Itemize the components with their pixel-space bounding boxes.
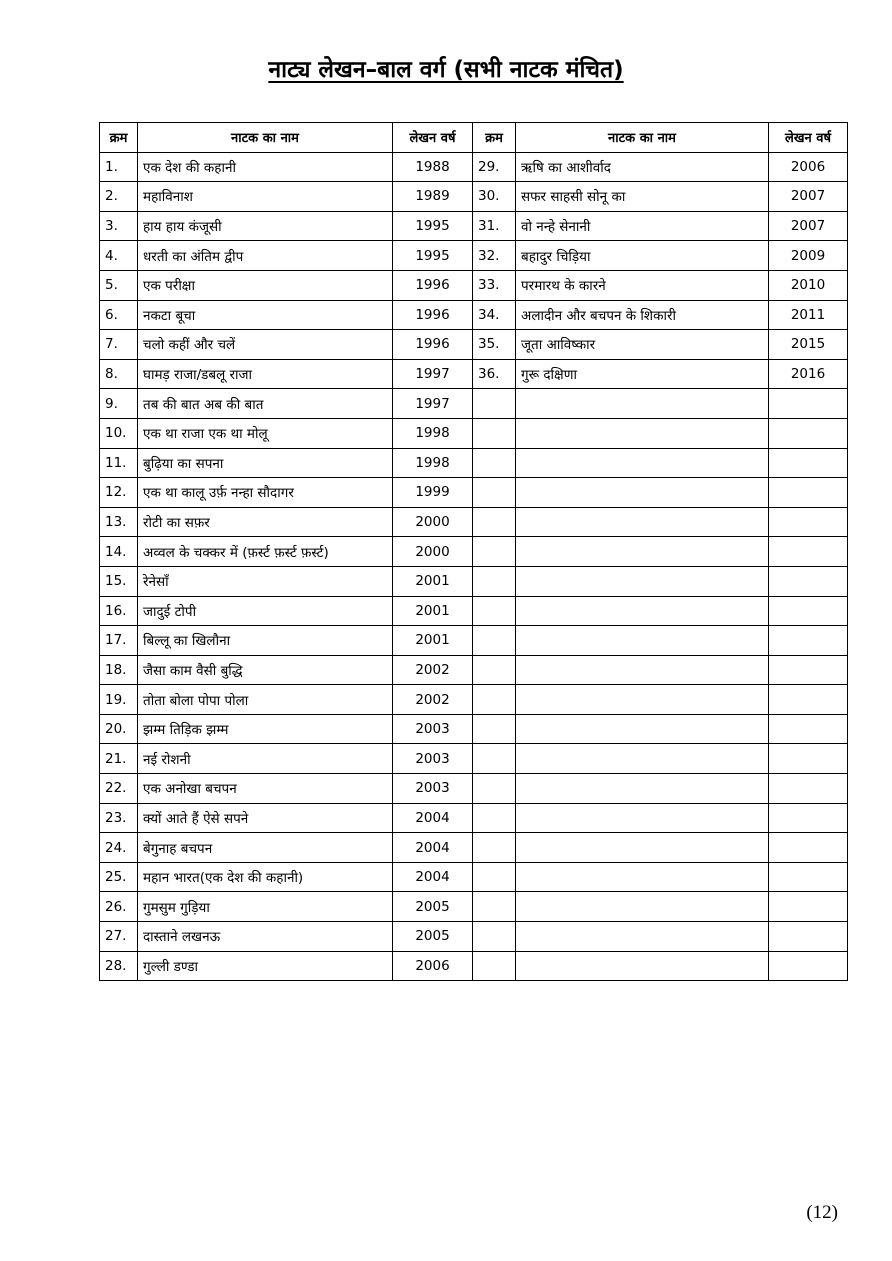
cell-name: अलादीन और बचपन के शिकारी xyxy=(516,300,769,330)
header-sno: क्रम xyxy=(473,123,516,153)
table-row xyxy=(100,300,848,330)
cell-sno: 16. xyxy=(100,596,138,626)
cell-name: चलो कहीं और चलें xyxy=(138,330,393,360)
cell-name xyxy=(516,418,769,448)
cell-sno xyxy=(473,862,516,892)
cell-sno xyxy=(473,951,516,981)
cell-year: 1989 xyxy=(393,182,473,212)
cell-sno: 1. xyxy=(100,152,138,182)
header-name: नाटक का नाम xyxy=(138,123,393,153)
cell-name: रेनेसॉं xyxy=(138,566,393,596)
cell-year: 1995 xyxy=(393,211,473,241)
cell-name xyxy=(516,566,769,596)
cell-name: गुरू दक्षिणा xyxy=(516,359,769,389)
cell-name xyxy=(516,685,769,715)
cell-sno: 35. xyxy=(473,330,516,360)
cell-name xyxy=(516,862,769,892)
cell-year: 2010 xyxy=(769,270,848,300)
page-number: (12) xyxy=(806,1202,838,1223)
cell-sno: 7. xyxy=(100,330,138,360)
cell-name xyxy=(516,507,769,537)
cell-year: 2005 xyxy=(393,892,473,922)
cell-name: क्यों आते हैं ऐसे सपने xyxy=(138,803,393,833)
cell-name xyxy=(516,922,769,952)
table-row xyxy=(100,803,848,833)
cell-sno: 26. xyxy=(100,892,138,922)
cell-name xyxy=(516,478,769,508)
cell-name: बुढ़िया का सपना xyxy=(138,448,393,478)
table-row xyxy=(100,241,848,271)
cell-year xyxy=(769,833,848,863)
page-title: नाट्य लेखन–बाल वर्ग (सभी नाटक मंचित) xyxy=(268,57,624,83)
cell-name xyxy=(516,626,769,656)
cell-name: एक परीक्षा xyxy=(138,270,393,300)
cell-name: जूता आविष्कार xyxy=(516,330,769,360)
cell-year xyxy=(769,626,848,656)
cell-year: 1988 xyxy=(393,152,473,182)
cell-sno xyxy=(473,744,516,774)
cell-name: हाय हाय कंजूसी xyxy=(138,211,393,241)
cell-year: 2001 xyxy=(393,566,473,596)
cell-year: 1996 xyxy=(393,330,473,360)
cell-sno: 4. xyxy=(100,241,138,271)
cell-name xyxy=(516,833,769,863)
cell-sno: 8. xyxy=(100,359,138,389)
cell-name: ऋषि का आशीर्वाद xyxy=(516,152,769,182)
table-row xyxy=(100,152,848,182)
cell-year: 2002 xyxy=(393,685,473,715)
cell-year xyxy=(769,448,848,478)
table-row xyxy=(100,270,848,300)
cell-name xyxy=(516,537,769,567)
cell-name: सफर साहसी सोनू का xyxy=(516,182,769,212)
cell-name: एक अनोखा बचपन xyxy=(138,774,393,804)
cell-sno: 18. xyxy=(100,655,138,685)
cell-year: 2003 xyxy=(393,744,473,774)
cell-year: 1997 xyxy=(393,389,473,419)
cell-year: 2016 xyxy=(769,359,848,389)
cell-year xyxy=(769,478,848,508)
cell-year: 2004 xyxy=(393,803,473,833)
cell-sno: 24. xyxy=(100,833,138,863)
cell-year: 1995 xyxy=(393,241,473,271)
cell-sno: 27. xyxy=(100,922,138,952)
cell-sno: 25. xyxy=(100,862,138,892)
cell-year: 2001 xyxy=(393,596,473,626)
cell-year: 1996 xyxy=(393,300,473,330)
cell-sno: 21. xyxy=(100,744,138,774)
cell-sno: 23. xyxy=(100,803,138,833)
table-row xyxy=(100,211,848,241)
cell-name: दास्ताने लखनऊ xyxy=(138,922,393,952)
table-row xyxy=(100,182,848,212)
cell-name xyxy=(516,448,769,478)
cell-name: गुमसुम गुड़िया xyxy=(138,892,393,922)
cell-name xyxy=(516,655,769,685)
cell-year: 2005 xyxy=(393,922,473,952)
cell-year: 1999 xyxy=(393,478,473,508)
table-row xyxy=(100,862,848,892)
cell-sno: 12. xyxy=(100,478,138,508)
cell-sno xyxy=(473,655,516,685)
cell-name: नकटा बूचा xyxy=(138,300,393,330)
cell-name: परमारथ के कारने xyxy=(516,270,769,300)
cell-year: 2000 xyxy=(393,537,473,567)
cell-name: तब की बात अब की बात xyxy=(138,389,393,419)
cell-year: 1998 xyxy=(393,448,473,478)
cell-year xyxy=(769,507,848,537)
cell-year: 1996 xyxy=(393,270,473,300)
cell-sno: 19. xyxy=(100,685,138,715)
cell-name xyxy=(516,774,769,804)
header-sno: क्रम xyxy=(100,123,138,153)
cell-year: 2015 xyxy=(769,330,848,360)
cell-sno: 36. xyxy=(473,359,516,389)
cell-year xyxy=(769,566,848,596)
cell-year: 2006 xyxy=(769,152,848,182)
table-row xyxy=(100,418,848,448)
table-row xyxy=(100,714,848,744)
table-row xyxy=(100,951,848,981)
cell-name: रोटी का सफ़र xyxy=(138,507,393,537)
cell-name xyxy=(516,951,769,981)
cell-name xyxy=(516,389,769,419)
cell-sno: 6. xyxy=(100,300,138,330)
cell-name: वो नन्हे सेनानी xyxy=(516,211,769,241)
header-year: लेखन वर्ष xyxy=(393,123,473,153)
cell-sno: 14. xyxy=(100,537,138,567)
cell-name: नई रोशनी xyxy=(138,744,393,774)
cell-sno xyxy=(473,448,516,478)
cell-year: 2009 xyxy=(769,241,848,271)
cell-sno xyxy=(473,418,516,448)
cell-sno: 10. xyxy=(100,418,138,448)
cell-sno: 11. xyxy=(100,448,138,478)
cell-year xyxy=(769,744,848,774)
cell-sno: 2. xyxy=(100,182,138,212)
cell-name xyxy=(516,714,769,744)
table-row xyxy=(100,478,848,508)
table-row xyxy=(100,685,848,715)
cell-year: 2011 xyxy=(769,300,848,330)
cell-sno: 15. xyxy=(100,566,138,596)
cell-year xyxy=(769,892,848,922)
cell-year xyxy=(769,803,848,833)
cell-sno: 22. xyxy=(100,774,138,804)
cell-year: 1997 xyxy=(393,359,473,389)
cell-sno xyxy=(473,922,516,952)
cell-name: तोता बोला पोपा पोला xyxy=(138,685,393,715)
cell-name xyxy=(516,596,769,626)
cell-name: धरती का अंतिम द्वीप xyxy=(138,241,393,271)
cell-sno: 3. xyxy=(100,211,138,241)
cell-sno xyxy=(473,685,516,715)
table-row xyxy=(100,833,848,863)
table-row xyxy=(100,626,848,656)
cell-year: 2002 xyxy=(393,655,473,685)
cell-name xyxy=(516,892,769,922)
cell-year: 2007 xyxy=(769,211,848,241)
cell-year xyxy=(769,537,848,567)
cell-year xyxy=(769,389,848,419)
cell-sno xyxy=(473,714,516,744)
cell-year xyxy=(769,774,848,804)
cell-sno xyxy=(473,537,516,567)
cell-name: बिल्लू का खिलौना xyxy=(138,626,393,656)
cell-sno xyxy=(473,566,516,596)
cell-name: एक था कालू उर्फ़ नन्हा सौदागर xyxy=(138,478,393,508)
cell-year xyxy=(769,862,848,892)
cell-sno: 17. xyxy=(100,626,138,656)
cell-sno: 9. xyxy=(100,389,138,419)
cell-sno xyxy=(473,389,516,419)
cell-sno: 34. xyxy=(473,300,516,330)
cell-sno: 5. xyxy=(100,270,138,300)
cell-sno: 31. xyxy=(473,211,516,241)
cell-sno: 20. xyxy=(100,714,138,744)
table-row xyxy=(100,922,848,952)
cell-sno: 13. xyxy=(100,507,138,537)
table-row xyxy=(100,566,848,596)
table-row xyxy=(100,389,848,419)
cell-name: जादुई टोपी xyxy=(138,596,393,626)
cell-sno xyxy=(473,803,516,833)
cell-year xyxy=(769,714,848,744)
cell-sno xyxy=(473,774,516,804)
cell-sno xyxy=(473,478,516,508)
table-row xyxy=(100,330,848,360)
table-row xyxy=(100,892,848,922)
cell-year: 2000 xyxy=(393,507,473,537)
cell-sno: 28. xyxy=(100,951,138,981)
cell-name: एक था राजा एक था मोलू xyxy=(138,418,393,448)
cell-sno: 32. xyxy=(473,241,516,271)
cell-sno xyxy=(473,596,516,626)
cell-year: 2004 xyxy=(393,862,473,892)
table-row xyxy=(100,537,848,567)
cell-year: 1998 xyxy=(393,418,473,448)
cell-year: 2003 xyxy=(393,714,473,744)
cell-name: बेगुनाह बचपन xyxy=(138,833,393,863)
table-row xyxy=(100,744,848,774)
cell-name: जैसा काम वैसी बुद्धि xyxy=(138,655,393,685)
table-body xyxy=(100,152,848,981)
cell-name: महाविनाश xyxy=(138,182,393,212)
cell-year: 2007 xyxy=(769,182,848,212)
cell-sno xyxy=(473,833,516,863)
table-row xyxy=(100,359,848,389)
table-row xyxy=(100,507,848,537)
cell-name xyxy=(516,803,769,833)
cell-year xyxy=(769,922,848,952)
table-header-row xyxy=(100,123,848,153)
header-name: नाटक का नाम xyxy=(516,123,769,153)
cell-year: 2006 xyxy=(393,951,473,981)
cell-sno: 29. xyxy=(473,152,516,182)
cell-year xyxy=(769,655,848,685)
cell-sno: 33. xyxy=(473,270,516,300)
cell-year xyxy=(769,418,848,448)
cell-sno xyxy=(473,626,516,656)
header-year: लेखन वर्ष xyxy=(769,123,848,153)
table-row xyxy=(100,448,848,478)
cell-name: महान भारत(एक देश की कहानी) xyxy=(138,862,393,892)
cell-name xyxy=(516,744,769,774)
cell-year xyxy=(769,596,848,626)
cell-name: झम्म तिड़िक झम्म xyxy=(138,714,393,744)
plays-table xyxy=(99,122,848,981)
cell-name: घामड़ राजा/डबलू राजा xyxy=(138,359,393,389)
cell-year xyxy=(769,951,848,981)
cell-name: एक देश की कहानी xyxy=(138,152,393,182)
cell-name: अव्वल के चक्कर में (फ़र्स्ट फ़र्स्ट फ़र्स्ट) xyxy=(138,537,393,567)
cell-name: गुल्ली डण्डा xyxy=(138,951,393,981)
cell-year xyxy=(769,685,848,715)
cell-year: 2001 xyxy=(393,626,473,656)
cell-name: बहादुर चिड़िया xyxy=(516,241,769,271)
cell-sno xyxy=(473,507,516,537)
table-row xyxy=(100,774,848,804)
table-row xyxy=(100,596,848,626)
cell-year: 2003 xyxy=(393,774,473,804)
table-row xyxy=(100,655,848,685)
cell-year: 2004 xyxy=(393,833,473,863)
cell-sno: 30. xyxy=(473,182,516,212)
cell-sno xyxy=(473,892,516,922)
